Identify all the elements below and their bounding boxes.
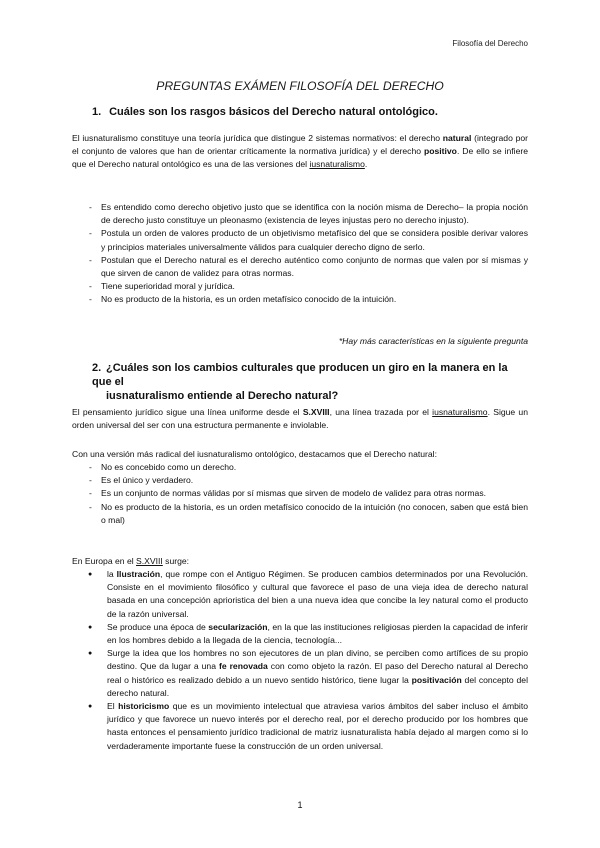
running-header: Filosofía del Derecho bbox=[452, 39, 528, 48]
question-1-text: Cuáles son los rasgos básicos del Derecho natural ontológico. bbox=[109, 106, 438, 118]
bullet-text: Se produce una época de bbox=[107, 621, 209, 632]
paragraph-text: surge: bbox=[162, 556, 190, 566]
bullet-text: que es un movimiento intelectual que atraviesa varios ámbitos del saber incluso el ámbito jurídico y que favorece un nuevo interés por el derecho real, por el derecho producido por los hombres que hasta entonces el pensamiento jurídico tradicional de matriz iusnaturalista había dejado al margen como si lo verdaderamente importante fuese la construcción de un orden universal. bbox=[107, 701, 528, 751]
question-2-bullets bbox=[72, 568, 528, 753]
bullet-text: del concepto del derecho natural. bbox=[107, 674, 528, 698]
bullet-bold: Ilustración bbox=[116, 569, 161, 579]
underline-sxviii: S.XVIII bbox=[136, 556, 163, 566]
list-item: - Postulan que el Derecho natural es el derecho auténtico como conjunto de normas que valen por sí mismas y que sirven de canon de validez para otras normas. bbox=[72, 254, 528, 280]
intro-bold-natural: natural bbox=[442, 133, 472, 143]
bullet-text: la bbox=[107, 569, 117, 579]
document-title: PREGUNTAS EXÁMEN FILOSOFÍA DEL DERECHO bbox=[156, 79, 444, 93]
paragraph-text: El pensamiento jurídico sigue una línea uniforme desde el bbox=[72, 407, 303, 417]
bullet-text: , en la que las instituciones religiosas pierden la capacidad de inferir en los hombres debido a la llegada de la ciencia, tecnología... bbox=[107, 621, 528, 646]
bullet-bold: historicismo bbox=[118, 701, 170, 712]
bullet-bold: positivación bbox=[411, 674, 462, 685]
question-1-list bbox=[72, 201, 528, 307]
intro-text: . De ello se infiere que el Derecho natural ontológico es una de las versiones del bbox=[72, 146, 528, 170]
paragraph-text: . Sigue un orden universal del ser con una estructura permanente e inviolable. bbox=[72, 407, 528, 431]
intro-text: El iusnaturalismo constituye una teoría jurídica que distingue 2 sistemas normativos: el derecho bbox=[72, 133, 443, 143]
bullet-text: , que rompe con el Antiguo Régimen. Se producen cambios determinados por una Revolución. Consiste en el movimiento filosófico y cultural que favorece el paso de una vieja idea de derecho natural basada en una concepción aprioristica del bien a una nueva idea que concibe la ley natural como el producto de la razón universal. bbox=[107, 569, 528, 619]
list-item: - Es el único y verdadero. bbox=[72, 474, 528, 487]
question-2-paragraph-3 bbox=[72, 555, 528, 568]
bullet-item-ilustracion bbox=[72, 568, 528, 621]
list-item: - Postula un orden de valores producto de un objetivismo metafísico del que se considera posible derivar valores y principios materiales universalmente válidos para cualquier derecho digno de serlo. bbox=[72, 227, 528, 253]
question-2-paragraph-1 bbox=[72, 406, 528, 432]
question-1-intro bbox=[72, 132, 528, 172]
bullet-item-fe-renovada bbox=[72, 647, 528, 700]
question-2-number: 2. bbox=[92, 362, 102, 374]
question-2-heading bbox=[92, 361, 528, 403]
intro-text: (integrado por el conjunto de valores que han de orientar críticamente la normativa jurídica) y el derecho bbox=[72, 133, 528, 157]
list-item: - Es un conjunto de normas válidas por sí mismas que sirven de modelo de validez para otras normas. bbox=[72, 487, 528, 500]
list-item: - Es entendido como derecho objetivo justo que se identifica con la noción misma de Derecho– la propia noción de derecho justo constituye un pleonasmo (existencia de leyes injustas pero no derecho injusto). bbox=[72, 201, 528, 227]
list-item: - No es producto de la historia, es un orden metafísico conocido de la intuición. bbox=[72, 293, 528, 306]
bullet-text: Surge la idea que los hombres no son ejecutores de un plan divino, se perciben como artífices de su propio destino. Que da lugar a una bbox=[107, 648, 528, 672]
paragraph-text: , una línea trazada por el bbox=[329, 407, 433, 417]
question-2-text-line2: iusnaturalismo entiende al Derecho natural? bbox=[106, 390, 339, 402]
bullet-text: con como objeto la razón. El paso del Derecho natural al Derecho real o histórico es realizado debido a un nuevo sentido histórico, tiene lugar la bbox=[107, 661, 528, 685]
list-item: - No es concebido como un derecho. bbox=[72, 461, 528, 474]
question-1-number: 1. bbox=[92, 106, 102, 118]
question-1-note: *Hay más características en la siguiente pregunta bbox=[338, 336, 528, 346]
question-2-paragraph-2: Con una versión más radical del iusnaturalismo ontológico, destacamos que el Derecho natural: bbox=[72, 449, 437, 459]
list-item: - Tiene superioridad moral y jurídica. bbox=[72, 280, 528, 293]
bullet-text: El bbox=[107, 701, 119, 712]
intro-text: . bbox=[364, 159, 368, 170]
bullet-item-historicismo bbox=[72, 700, 528, 753]
bold-sxviii: S.XVIII bbox=[302, 407, 330, 417]
bullet-bold: secularización bbox=[208, 621, 268, 632]
paragraph-text: En Europa en el bbox=[72, 556, 137, 566]
bullet-item-secularizacion bbox=[72, 621, 528, 647]
question-2-list bbox=[72, 461, 528, 527]
underline-iusnaturalismo: iusnaturalismo bbox=[432, 407, 488, 417]
intro-bold-positivo: positivo bbox=[423, 146, 457, 157]
list-item: - No es producto de la historia, es un orden metafísico conocido de la intuición (no conocen, saben que está bien o mal) bbox=[72, 501, 528, 527]
bullet-bold: fe renovada bbox=[218, 661, 268, 672]
intro-underline-iusnaturalismo: iusnaturalismo bbox=[309, 159, 365, 170]
page-number: 1 bbox=[297, 800, 303, 810]
question-2-text-line1: ¿Cuáles son los cambios culturales que producen un giro en la manera en la que el bbox=[92, 362, 508, 388]
question-1-heading bbox=[92, 106, 438, 118]
